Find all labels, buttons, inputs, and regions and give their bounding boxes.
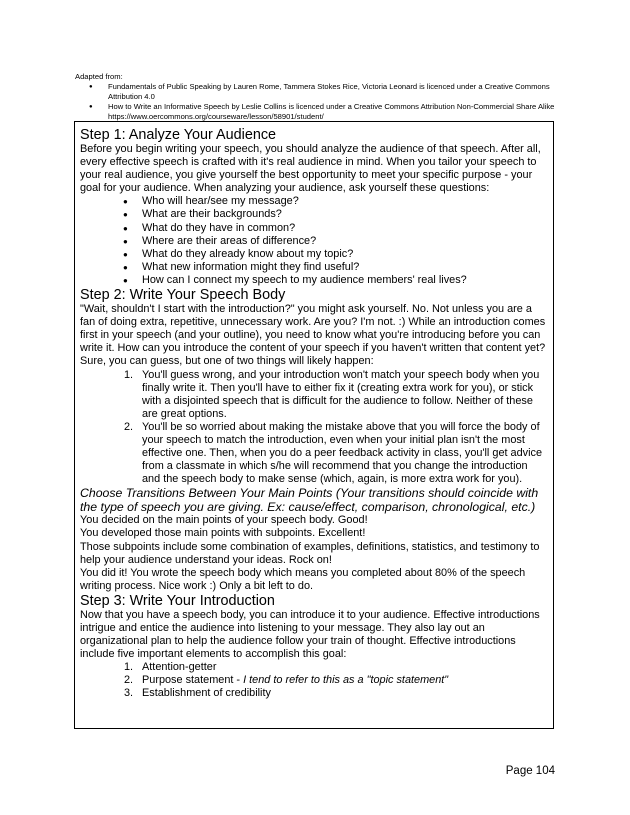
list-item [124, 368, 547, 421]
audience-questions-list [80, 195, 547, 287]
step2-intro: "Wait, shouldn't I start with the introduction?" you might ask yourself. No. Not unless you are a fan of doing extra, repetitive, unnecessary work. Are you? I'm not. :) While an introduction comes first in your speech (and your outline), you need to know what you're introducing before you can write it. How can you introduce the content of your speech if you haven't written that content yet? Sure, you can guess, but one of two things will likely happen: [80, 303, 546, 368]
list-number: 2. [124, 674, 134, 687]
step3-heading: Step 3: Write Your Introduction [80, 592, 275, 609]
intro-elements-list [80, 661, 547, 700]
step2-line: You developed those main points with subpoints. Excellent! [80, 527, 366, 540]
source-list [75, 82, 555, 122]
list-text: Purpose statement - [142, 674, 244, 687]
outcomes-list [80, 369, 547, 487]
page-number: Page 104 [505, 765, 555, 777]
step2-line: You did it! You wrote the speech body which means you completed about 80% of the speech writing process. Nice work :) Only a bit left to do. [80, 566, 526, 592]
list-item: ● Where are their areas of difference? [142, 235, 547, 248]
list-number: 1. [124, 661, 134, 674]
list-item: ● What do they already know about my topic? [142, 248, 547, 261]
step1-heading: Step 1: Analyze Your Audience [80, 127, 277, 143]
list-number: 1. [124, 368, 134, 381]
list-item: ● Who will hear/see my message? [142, 195, 547, 208]
list-item: ● What new information might they find useful? [142, 261, 547, 274]
source-item: ● How to Write an Informative Speech by Leslie Collins is licenced under a Creative Commons Attribution Non-Commercial Share Alike https://www.oercommons.org/courseware/lesson/58901/student/ [98, 102, 555, 122]
content-box [74, 121, 554, 729]
list-item: ● How can I connect my speech to my audience members' real lives? [142, 274, 547, 287]
list-item [124, 674, 547, 687]
list-note: I tend to refer to this as a "topic statement" [243, 674, 449, 687]
list-item: ● What do they have in common? [142, 222, 547, 235]
transitions-heading: Choose Transitions Between Your Main Points (Your transitions should coincide with the type of speech you are giving. Ex: cause/effect, comparison, chronological, etc.) [80, 486, 539, 515]
list-text: You'll guess wrong, and your introduction won't match your speech body when you finally write it. Then you'll have to either fix it (creating extra work for you), or stick with a disjointed speech that is difficult for the audience to follow. Neither of these are great options. [142, 368, 540, 420]
step2-line: Those subpoints include some combination of examples, definitions, statistics, and testimony to help your audience understand your ideas. Rock on! [80, 540, 540, 566]
step2-line: You decided on the main points of your speech body. Good! [80, 514, 368, 527]
list-item: ● What are their backgrounds? [142, 208, 547, 221]
step2-heading: Step 2: Write Your Speech Body [80, 287, 286, 304]
list-item [124, 687, 547, 700]
list-text: Attention-getter [142, 661, 217, 674]
list-number: 3. [124, 687, 134, 700]
step1-intro: Before you begin writing your speech, you should analyze the audience of that speech. After all, every effective speech is crafted with it's real audience in mind. When you tailor your speech to your real audience, you give yourself the best opportunity to meet your specific purpose - your goal for your audience. When analyzing your audience, ask yourself these questions: [80, 143, 541, 195]
source-item: ● Fundamentals of Public Speaking by Lauren Rome, Tammera Stokes Rice, Victoria Leonard is licenced under a Creative Commons Attribution 4.0 [98, 82, 555, 102]
adapted-from-section [75, 72, 555, 122]
list-text: You'll be so worried about making the mistake above that you will force the body of your speech to match the introduction, even when your initial plan isn't the most effective one. Then, when you do a peer feedback activity in class, you'll get advice from a classmate in which s/he will recommend that you change the introduction and the speech body to make sense (which, again, is more extra work for you). [142, 420, 543, 486]
list-item [124, 661, 547, 674]
step3-intro: Now that you have a speech body, you can introduce it to your audience. Effective introductions intrigue and entice the audience into listening to your message. They also lay out an organizational plan to help the audience follow your train of thought. Effective introductions include five important elements to accomplish this goal: [80, 608, 540, 661]
list-number: 2. [124, 420, 134, 433]
list-item [124, 420, 547, 486]
list-text: Establishment of credibility [142, 687, 271, 700]
adapted-heading: Adapted from: [75, 72, 123, 81]
